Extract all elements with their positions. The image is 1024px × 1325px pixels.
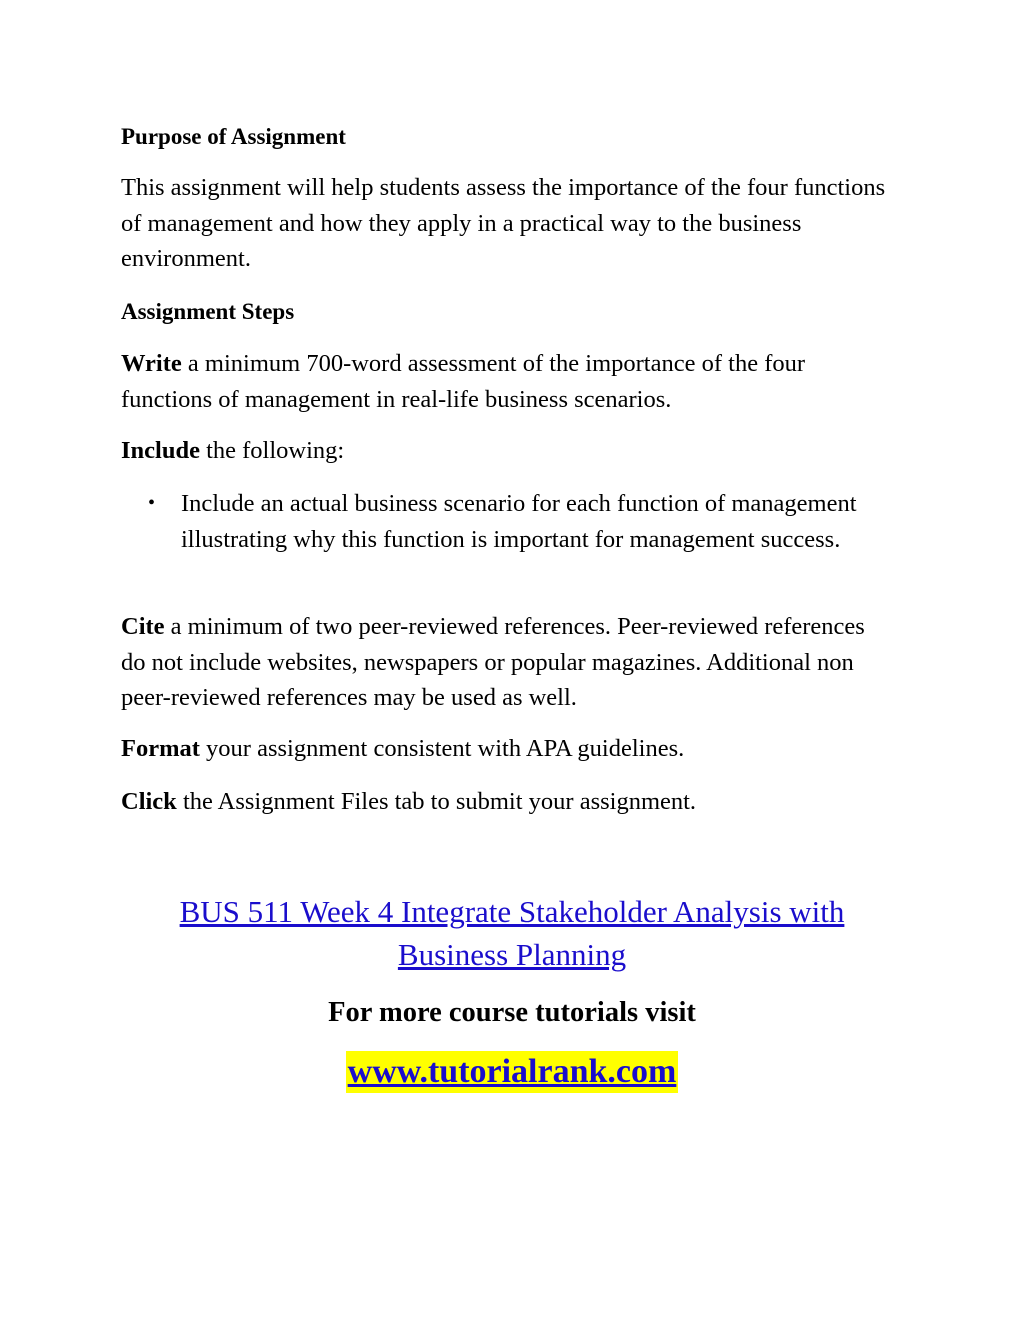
click-instruction: [121, 784, 891, 820]
purpose-paragraph: This assignment will help students assess the importance of the four functions of management and how they apply in a practical way to the business environment.: [121, 174, 886, 272]
course-link-line1[interactable]: BUS 511 Week 4 Integrate Stakeholder Analysis with: [179, 894, 845, 929]
format-label: Format: [121, 735, 200, 762]
visit-text: For more course tutorials visit: [328, 997, 696, 1028]
click-text: the Assignment Files tab to submit your assignment.: [176, 788, 697, 815]
cite-text: a minimum of two peer-reviewed references. Peer-reviewed references do not include websites, newspapers or popular magazines. Additional non peer-reviewed references may be used as well.: [121, 613, 865, 711]
course-link[interactable]: [0, 890, 1024, 976]
include-label: Include: [121, 437, 200, 464]
format-text: your assignment consistent with APA guidelines.: [199, 735, 685, 762]
write-label: Write: [121, 350, 182, 377]
write-text: a minimum 700-word assessment of the importance of the four functions of management in real-life business scenarios.: [121, 350, 806, 413]
bullet-list-item: Include an actual business scenario for each function of management illustrating why this function is important for management success.: [181, 490, 857, 553]
site-link[interactable]: www.tutorialrank.com: [346, 1051, 679, 1093]
include-instruction: [121, 433, 891, 469]
cite-label: Cite: [121, 613, 165, 640]
bullet-icon: •: [148, 492, 156, 514]
site-link-container: [0, 1051, 1024, 1093]
cite-instruction: [121, 609, 891, 716]
click-label: Click: [121, 788, 177, 815]
course-link-line2[interactable]: Business Planning: [397, 937, 627, 972]
format-instruction: [121, 731, 891, 767]
include-text: the following:: [199, 437, 345, 464]
write-instruction: [121, 346, 891, 417]
steps-heading: Assignment Steps: [121, 299, 295, 324]
purpose-heading: Purpose of Assignment: [121, 124, 346, 149]
